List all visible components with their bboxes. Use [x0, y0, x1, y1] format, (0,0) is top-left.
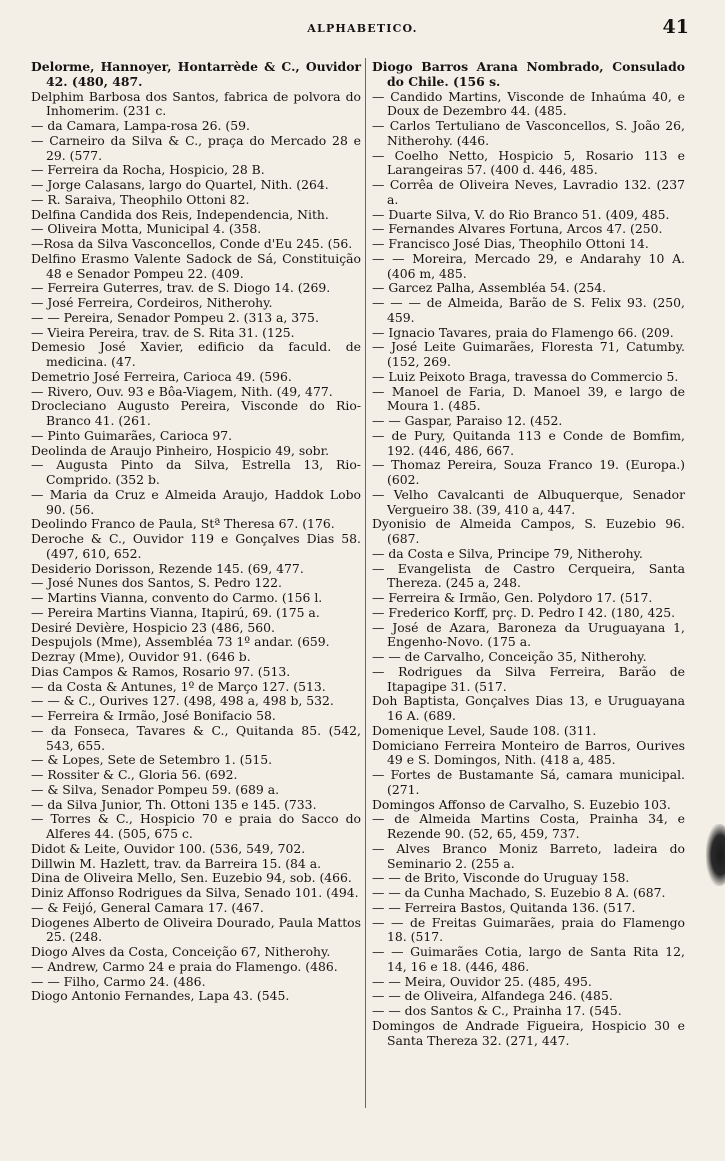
- directory-entry: — Alves Branco Moniz Barreto, ladeira do Seminario 2. (255 a.: [372, 840, 685, 871]
- column-divider: [365, 58, 366, 1108]
- directory-entry: Domiciano Ferreira Monteiro de Barros, Ourives 49 e S. Domingos, Nith. (418 a, 485.: [372, 737, 685, 768]
- directory-entry: — — da Cunha Machado, S. Euzebio 8 A. (687.: [372, 885, 666, 900]
- directory-entry: Despujols (Mme), Assembléa 73 1º andar. (659.: [31, 634, 330, 650]
- directory-entry: Diogenes Alberto de Oliveira Dourado, Paula Mattos 25. (248.: [31, 914, 361, 945]
- directory-entry: Diogo Alves da Costa, Conceição 67, Nitherohy.: [31, 944, 331, 959]
- directory-entry: Desiderio Dorisson, Rezende 145. (69, 477.: [31, 560, 304, 576]
- directory-entry: Delfino Erasmo Valente Sadock de Sá, Constituição 48 e Senador Pompeu 22. (409.: [31, 250, 361, 281]
- directory-entry: — — Meira, Ouvidor 25. (485, 495.: [372, 973, 592, 989]
- directory-entry: — Jorge Calasans, largo do Quartel, Nith. (264.: [31, 177, 329, 192]
- directory-entry: — Corrêa de Oliveira Neves, Lavradio 132. (237 a.: [372, 177, 685, 207]
- directory-entry: Dillwin M. Hazlett, trav. da Barreira 15. (84 a.: [31, 855, 322, 871]
- directory-entry: Desiré Devière, Hospicio 23 (486, 560.: [31, 619, 275, 635]
- directory-entry: — José Ferreira, Cordeiros, Nitherohy.: [31, 295, 273, 310]
- directory-entry: — — de Brito, Visconde do Uruguay 158.: [372, 870, 630, 886]
- right-column: [372, 60, 685, 1048]
- page-number: 41: [662, 16, 689, 38]
- directory-entry: Domingos Affonso de Carvalho, S. Euzebio 103.: [372, 796, 671, 812]
- directory-entry: Demetrio José Ferreira, Carioca 49. (596.: [31, 368, 292, 384]
- directory-entry: — Velho Cavalcanti de Albuquerque, Senador Vergueiro 38. (39, 410 a, 447.: [372, 486, 685, 517]
- directory-entry: — Ferreira Guterres, trav. de S. Diogo 14. (269.: [31, 280, 331, 296]
- directory-entry: — Torres & C., Hospicio 70 e praia do Sacco do Alferes 44. (505, 675 c.: [31, 811, 361, 841]
- directory-entry: — — Pereira, Senador Pompeu 2. (313 a, 375.: [31, 309, 319, 325]
- directory-entry: — Vieira Pereira, trav. de S. Rita 31. (125.: [31, 324, 295, 340]
- directory-entry: — — dos Santos & C., Prainha 17. (545.: [372, 1003, 622, 1018]
- left-column: [31, 60, 361, 1004]
- directory-entry: — de Pury, Quitanda 113 e Conde de Bomfim, 192. (446, 486, 667.: [372, 427, 685, 458]
- directory-entry: Doh Baptista, Gonçalves Dias 13, e Uruguayana 16 A. (689.: [372, 693, 685, 723]
- directory-entry: — Ferreira & Irmão, José Bonifacio 58.: [31, 708, 276, 723]
- directory-entry: Didot & Leite, Ouvidor 100. (536, 549, 702.: [31, 840, 306, 856]
- directory-entry: Delphim Barbosa dos Santos, fabrica de polvora do Inhomerim. (231 c.: [31, 88, 361, 119]
- directory-entry: — José Nunes dos Santos, S. Pedro 122.: [31, 575, 282, 591]
- directory-entry: Domingos de Andrade Figueira, Hospicio 30 e Santa Thereza 32. (271, 447.: [372, 1017, 685, 1048]
- page-header: [0, 16, 725, 44]
- directory-entry: Demesio José Xavier, edificio da faculd. de medicina. (47.: [31, 339, 361, 369]
- directory-entry: — Francisco José Dias, Theophilo Ottoni 14.: [372, 236, 649, 251]
- directory-entry: — Coelho Netto, Hospicio 5, Rosario 113 e Larangeiras 57. (400 d. 446, 485.: [372, 147, 685, 178]
- directory-entry: Drocleciano Augusto Pereira, Visconde do Rio-Branco 41. (261.: [31, 398, 361, 428]
- directory-entry: — Carneiro da Silva & C., praça do Mercado 28 e 29. (577.: [31, 132, 361, 163]
- directory-entry: Diogo Antonio Fernandes, Lapa 43. (545.: [31, 988, 290, 1004]
- directory-entry: — Frederico Korff, prç. D. Pedro I 42. (180, 425.: [372, 604, 676, 620]
- directory-entry: — Thomaz Pereira, Souza Franco 19. (Europa.) (602.: [372, 457, 685, 487]
- directory-entry: Diogo Barros Arana Nombrado, Consulado do Chile. (156 s.: [372, 59, 685, 89]
- directory-entry: — — Filho, Carmo 24. (486.: [31, 973, 206, 989]
- directory-entry: Deolinda de Araujo Pinheiro, Hospicio 49, sobr.: [31, 442, 330, 458]
- directory-entry: — Rossiter & C., Gloria 56. (692.: [31, 767, 238, 782]
- directory-entry: — da Fonseca, Tavares & C., Quitanda 85. (542, 543, 655.: [31, 722, 361, 753]
- directory-entry: — Ignacio Tavares, praia do Flamengo 66. (209.: [372, 324, 674, 340]
- directory-entry: — Maria da Cruz e Almeida Araujo, Haddok Lobo 90. (56.: [31, 486, 361, 517]
- directory-entry: Deroche & C., Ouvidor 119 e Gonçalves Dias 58. (497, 610, 652.: [31, 531, 361, 561]
- directory-entry: — Garcez Palha, Assembléa 54. (254.: [372, 280, 607, 296]
- directory-entry: — da Silva Junior, Th. Ottoni 135 e 145. (733.: [31, 796, 317, 812]
- directory-entry: — Duarte Silva, V. do Rio Branco 51. (409, 485.: [372, 206, 670, 222]
- directory-entry: — da Costa & Antunes, 1º de Março 127. (513.: [31, 678, 326, 694]
- directory-entry: — — Guimarães Cotia, largo de Santa Rita 12, 14, 16 e 18. (446, 486.: [372, 944, 685, 974]
- directory-entry: Diniz Affonso Rodrigues da Silva, Senado 101. (494.: [31, 885, 359, 900]
- directory-entry: — de Almeida Martins Costa, Prainha 34, e Rezende 90. (52, 65, 459, 737.: [372, 811, 685, 841]
- directory-entry: — Augusta Pinto da Silva, Estrella 13, Rio-Comprido. (352 b.: [31, 457, 361, 487]
- directory-entry: —Rosa da Silva Vasconcellos, Conde d'Eu 245. (56.: [31, 236, 353, 251]
- directory-entry: — R. Saraiva, Theophilo Ottoni 82.: [31, 191, 250, 207]
- directory-entry: — — — de Almeida, Barão de S. Felix 93. (250, 459.: [372, 295, 685, 325]
- directory-entry: — & Silva, Senador Pompeu 59. (689 a.: [31, 781, 280, 797]
- directory-entry: — & Lopes, Sete de Setembro 1. (515.: [31, 752, 273, 768]
- directory-entry: — Manoel de Faria, D. Manoel 39, e largo de Moura 1. (485.: [372, 383, 685, 414]
- directory-entry: — Pinto Guimarães, Carioca 97.: [31, 427, 233, 443]
- directory-entry: Domenique Level, Saude 108. (311.: [372, 722, 597, 738]
- directory-entry: — Luiz Peixoto Braga, travessa do Commercio 5.: [372, 368, 679, 384]
- directory-entry: Delorme, Hannoyer, Hontarrède & C., Ouvidor 42. (480, 487.: [31, 59, 361, 89]
- directory-entry: Deolindo Franco de Paula, Stª Theresa 67. (176.: [31, 516, 335, 532]
- directory-entry: — José Leite Guimarães, Floresta 71, Catumby. (152, 269.: [372, 339, 685, 369]
- directory-entry: — & Feijó, General Camara 17. (467.: [31, 899, 264, 915]
- directory-entry: Dias Campos & Ramos, Rosario 97. (513.: [31, 663, 291, 679]
- directory-entry: — — de Oliveira, Alfandega 246. (485.: [372, 988, 613, 1004]
- directory-entry: — Candido Martins, Visconde de Inhaúma 40, e Doux de Dezembro 44. (485.: [372, 88, 685, 119]
- directory-entry: — — de Carvalho, Conceição 35, Nitherohy.: [372, 649, 647, 664]
- directory-entry: — da Costa e Silva, Principe 79, Nitherohy.: [372, 545, 643, 561]
- directory-entry: — Fernandes Alvares Fortuna, Arcos 47. (250.: [372, 221, 663, 237]
- directory-entry: Dezray (Mme), Ouvidor 91. (646 b.: [31, 649, 251, 664]
- directory-entry: — Ferreira & Irmão, Gen. Polydoro 17. (517.: [372, 590, 653, 605]
- directory-entry: — — Ferreira Bastos, Quitanda 136. (517.: [372, 899, 636, 915]
- ink-blot: [706, 824, 725, 886]
- directory-entry: Dyonisio de Almeida Campos, S. Euzebio 96. (687.: [372, 516, 685, 546]
- directory-entry: — — Moreira, Mercado 29, e Andarahy 10 A. (406 m, 485.: [372, 250, 685, 281]
- directory-entry: — José de Azara, Baroneza da Uruguayana 1, Engenho-Novo. (175 a.: [372, 619, 685, 650]
- directory-entry: — Evangelista de Castro Cerqueira, Santa Thereza. (245 a, 248.: [372, 560, 685, 591]
- directory-entry: — da Camara, Lampa-rosa 26. (59.: [31, 118, 250, 133]
- directory-entry: — — Gaspar, Paraiso 12. (452.: [372, 413, 563, 428]
- directory-entry: — — & C., Ourives 127. (498, 498 a, 498 b, 532.: [31, 693, 334, 709]
- directory-entry: Delfina Candida dos Reis, Independencia, Nith.: [31, 206, 329, 222]
- directory-entry: Dina de Oliveira Mello, Sen. Euzebio 94, sob. (466.: [31, 870, 352, 886]
- directory-entry: — Ferreira da Rocha, Hospicio, 28 B.: [31, 162, 265, 178]
- directory-entry: — Pereira Martins Vianna, Itapirú, 69. (175 a.: [31, 604, 320, 620]
- running-title: ALPHABETICO.: [307, 22, 418, 35]
- directory-entry: — Carlos Tertuliano de Vasconcellos, S. João 26, Nitherohy. (446.: [372, 118, 685, 148]
- directory-entry: — — de Freitas Guimarães, praia do Flamengo 18. (517.: [372, 914, 685, 945]
- directory-entry: — Fortes de Bustamante Sá, camara municipal. (271.: [372, 767, 685, 797]
- directory-entry: — Rodrigues da Silva Ferreira, Barão de Itapagipe 31. (517.: [372, 663, 685, 694]
- directory-entry: — Andrew, Carmo 24 e praia do Flamengo. (486.: [31, 958, 338, 974]
- directory-entry: — Oliveira Motta, Municipal 4. (358.: [31, 221, 262, 237]
- directory-entry: — Rivero, Ouv. 93 e Bôa-Viagem, Nith. (49, 477.: [31, 383, 333, 399]
- directory-entry: — Martins Vianna, convento do Carmo. (156 l.: [31, 590, 323, 605]
